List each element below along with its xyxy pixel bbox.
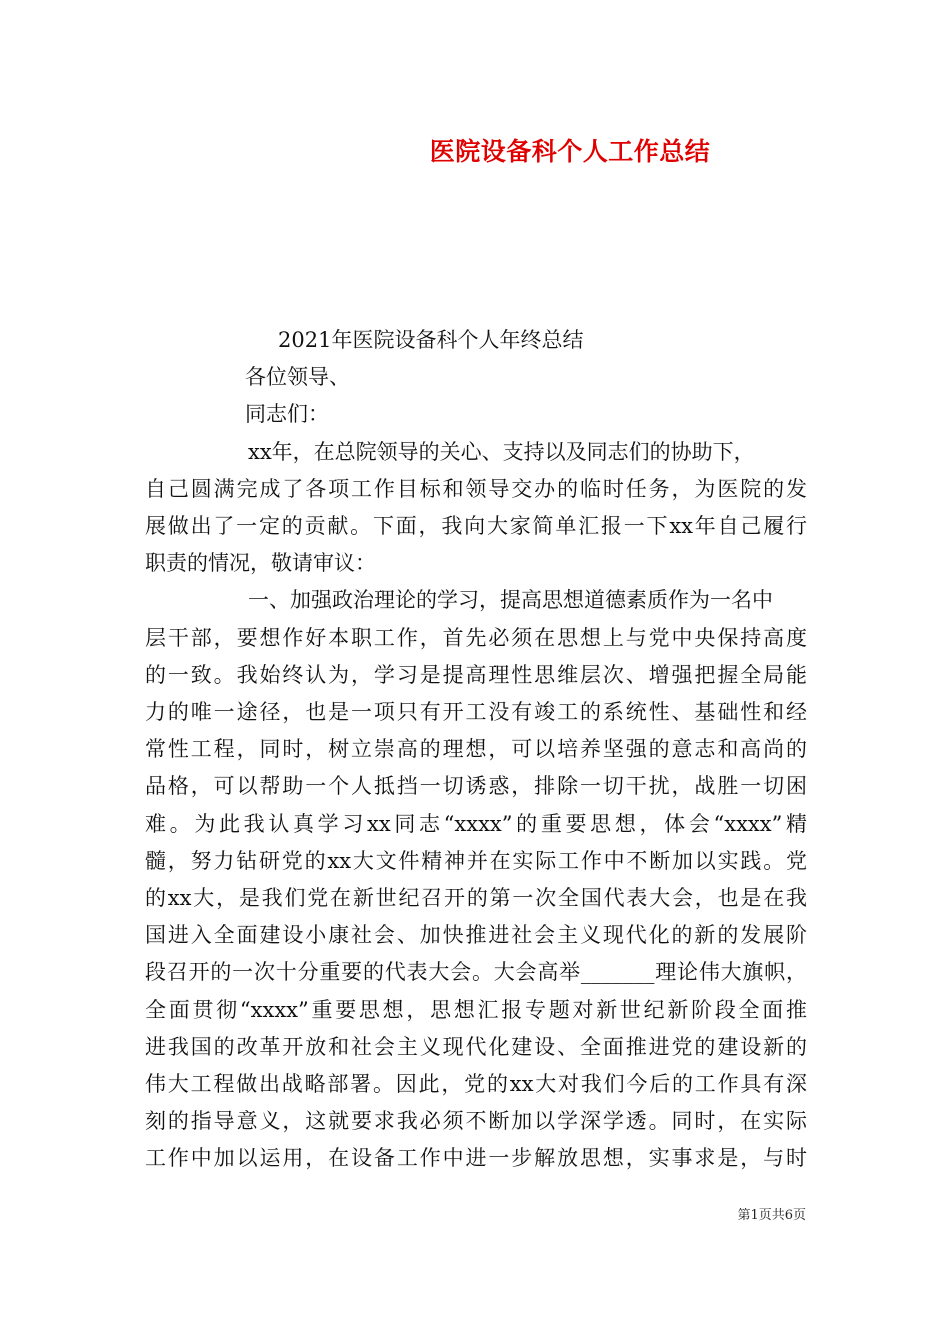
text-line: 2021年医院设备科个人年终总结 — [278, 328, 584, 352]
page-number: 第1页共6页 — [737, 1208, 806, 1223]
text-line: 层干部，要想作好本职工作，首先必须在思想上与党中央保持高度 — [145, 625, 807, 650]
text-line: 髓，努力钻研党的xx大文件精神并在实际工作中不断加以实践。党 — [145, 848, 807, 873]
text-line: 难。为此我认真学习xx同志“xxxx”的重要思想，体会“xxxx”精 — [145, 811, 807, 836]
text-line: 展做出了一定的贡献。下面，我向大家简单汇报一下xx年自己履行 — [145, 514, 807, 538]
text-line: 常性工程，同时，树立崇高的理想，可以培养坚强的意志和高尚的 — [145, 737, 807, 762]
text-line: xx年，在总院领导的关心、支持以及同志们的协助下， — [248, 439, 755, 464]
text-line: 工作中加以运用，在设备工作中进一步解放思想，实事求是，与时 — [145, 1146, 807, 1171]
text-line: 段召开的一次十分重要的代表大会。大会高举_______理论伟大旗帜， — [145, 960, 807, 985]
text-line: 职责的情况，敬请审议： — [145, 551, 376, 576]
document-title: 医院设备科个人工作总结 — [429, 137, 711, 166]
text-line: 国进入全面建设小康社会、加快推进社会主义现代化的新的发展阶 — [145, 923, 807, 948]
text-line: 自己圆满完成了各项工作目标和领导交办的临时任务，为医院的发 — [145, 476, 807, 501]
text-line: 同志们： — [245, 402, 329, 427]
text-line: 进我国的改革开放和社会主义现代化建设、全面推进党的建设新的 — [145, 1034, 807, 1059]
text-line: 的xx大，是我们党在新世纪召开的第一次全国代表大会，也是在我 — [145, 886, 807, 910]
text-line: 伟大工程做出战略部署。因此，党的xx大对我们今后的工作具有深 — [145, 1072, 807, 1096]
text-line: 的一致。我始终认为，学习是提高理性思维层次、增强把握全局能 — [145, 662, 807, 687]
text-line: 力的唯一途径，也是一项只有开工没有竣工的系统性、基础性和经 — [145, 700, 807, 724]
text-line: 全面贯彻“xxxx”重要思想，思想汇报专题对新世纪新阶段全面推 — [145, 997, 807, 1022]
text-line: 品格，可以帮助一个人抵挡一切诱惑，排除一切干扰，战胜一切困 — [145, 774, 807, 799]
text-line: 一、加强政治理论的学习，提高思想道德素质作为一名中 — [248, 588, 773, 613]
text-line: 各位领导、 — [245, 365, 350, 390]
text-line: 刻的指导意义，这就要求我必须不断加以学深学透。同时，在实际 — [145, 1109, 807, 1134]
